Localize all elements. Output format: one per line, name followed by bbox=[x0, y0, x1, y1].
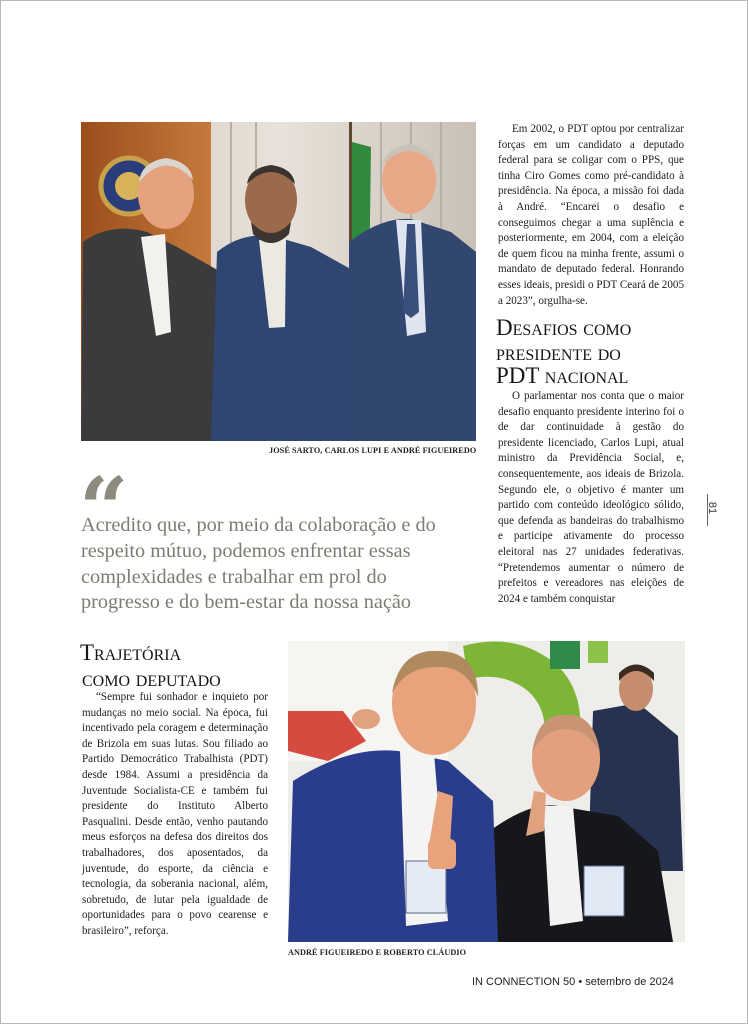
page-footer: IN CONNECTION 50 • setembro de 2024 bbox=[472, 976, 674, 988]
desafios-paragraph bbox=[498, 389, 684, 613]
quote-mark-icon: “ bbox=[79, 459, 129, 560]
heading-trajetoria-line2: como deputado bbox=[82, 666, 221, 691]
trajetoria-text: “Sempre fui sonhador e inquieto por mudanças no meio social. Na época, fui incentivado pela coragem e determinação de Brizola em suas lutas. Sou filiado ao Partido Democrático Trabalhista (PDT) desde 1984. Assumi a presidência da Juventude Socialista-CE e também fui presidente do Instituto Alberto Pasqualini. Desde então, venho pautando meus esforços na defesa dos direitos dos trabalhadores, dos aposentados, da juventude, do esporte, da ciência e tecnologia, da soberania nacional, além, sobretudo, de lutar pela igualdade de oportunidades para o povo cearense e brasileiro”, reforça. bbox=[82, 691, 268, 937]
page-number: 81 bbox=[706, 501, 719, 515]
intro-paragraph bbox=[498, 122, 684, 309]
trajetoria-paragraph bbox=[82, 690, 268, 940]
pull-quote: Acredito que, por meio da colaboração e do respeito mútuo, podemos enfrentar essas complexidades e trabalhar em prol do progresso e do bem-estar da nossa nação bbox=[81, 514, 436, 614]
heading-trajetoria-line1: Trajetória bbox=[80, 640, 182, 665]
intro-text: Em 2002, o PDT optou por centralizar forças em um candidato a deputado federal para se coligar com o PPS, que tinha Ciro Gomes como pré-candidato à presidência. Na época, a missão foi dada à André. “Encarei o desafio e conseguimos chegar a uma suplência e posteriormente, em 2004, com a eleição de quem ficou na minha frente, assumi o mandato de deputado federal. Honrando esses ideais, presidi o PDT Ceará de 2005 a 2023”, orgulha-se. bbox=[498, 123, 684, 307]
photo-three-men-illustration bbox=[81, 122, 476, 441]
heading-desafios-line1: Desafios como bbox=[496, 315, 632, 340]
heading-desafios-line3: PDT nacional bbox=[496, 363, 629, 388]
photo-two-men-illustration bbox=[288, 641, 685, 942]
photo2-caption: ANDRÉ FIGUEIREDO E ROBERTO CLÁUDIO bbox=[288, 948, 467, 957]
heading-desafios-line2: presidente do bbox=[496, 340, 621, 365]
desafios-text: O parlamentar nos conta que o maior desafio enquanto presidente interino foi o de dar continuidade à gestão do presidente licenciado, Carlos Lupi, atual ministro da Previdência Social, e, consequentemente, aos ideais de Brizola. Segundo ele, o objetivo é manter um partido com conteúdo ideológico sólido, que defenda as bandeiras do trabalhismo e participe ativamente do processo eleitoral nas 27 unidades federativas. “Pretendemos aumentar o número de prefeitos e vereadores nas eleições de 2024 e também conquistar bbox=[498, 390, 684, 605]
photo1-caption: JOSÉ SARTO, CARLOS LUPI E ANDRÉ FIGUEIREDO bbox=[269, 446, 477, 455]
heading-desafios bbox=[496, 316, 696, 388]
photo-two-men-thumbs-up bbox=[288, 641, 685, 942]
heading-trajetoria bbox=[80, 641, 285, 691]
photo-three-men bbox=[81, 122, 476, 441]
